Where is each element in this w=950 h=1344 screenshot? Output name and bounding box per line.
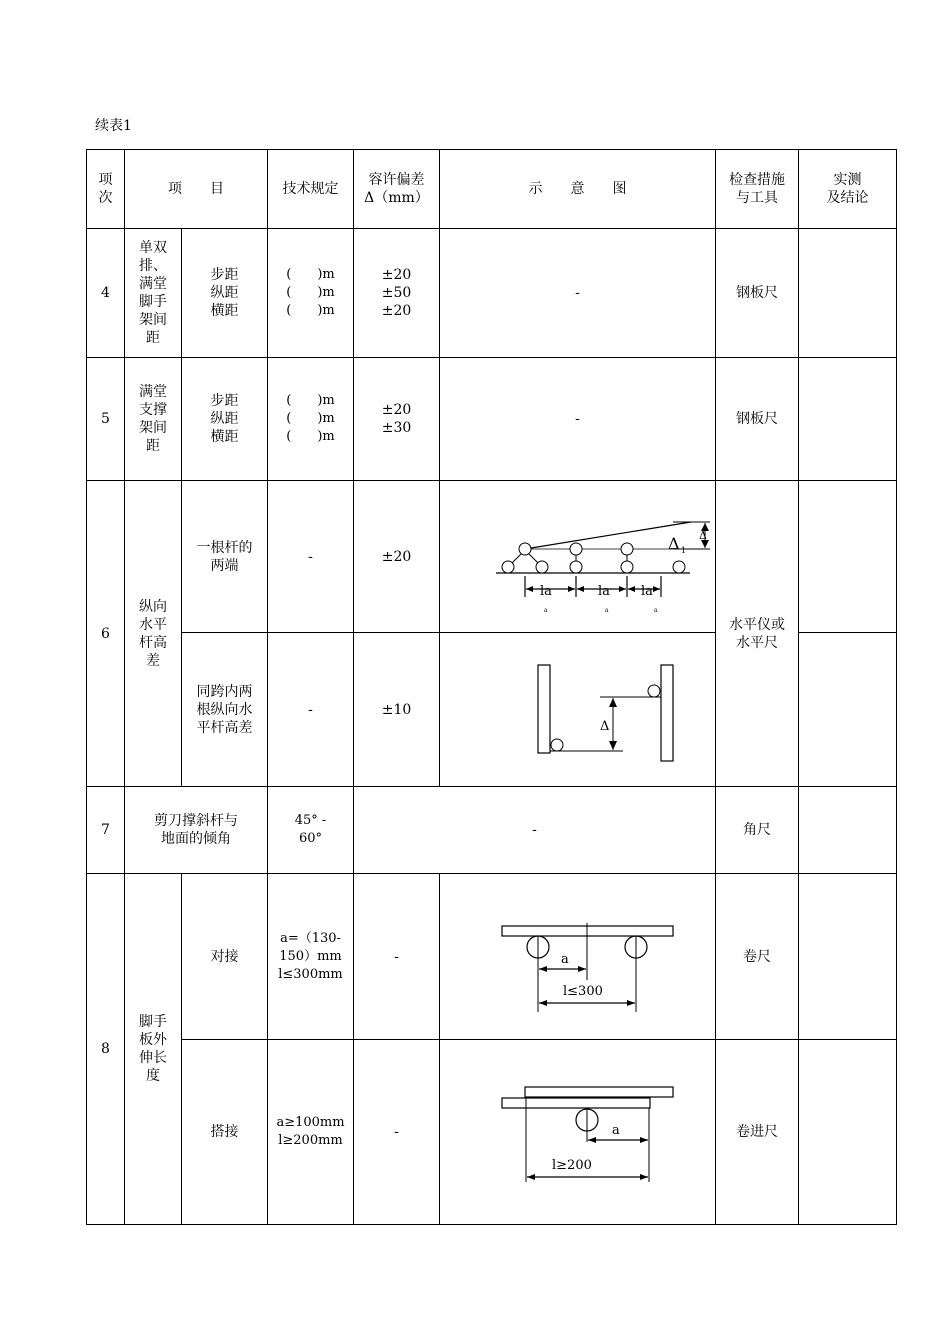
header-row <box>87 150 897 229</box>
row-item: 单双 排、 满堂 脚手 架间 距 <box>125 229 182 358</box>
delta-subscript: 1 <box>681 545 687 555</box>
row-result <box>799 358 897 481</box>
table-row <box>87 874 897 1040</box>
delta-label: Δ <box>668 533 680 553</box>
butt-joint-board-diagram <box>442 877 742 1037</box>
row-diagram <box>440 1040 716 1225</box>
spacing-subscript: a <box>605 606 609 614</box>
row-result <box>799 874 897 1040</box>
header-diagram: 示 意 图 <box>440 150 716 229</box>
row-sub-item: 步距 纵距 横距 <box>182 358 268 481</box>
spacing-subscript: a <box>654 606 658 614</box>
row-sub-item: 同跨内两 根纵向水 平杆高差 <box>182 633 268 787</box>
inspection-table <box>86 149 897 1225</box>
delta-mark-label: Δ <box>699 528 707 542</box>
header-tolerance: 容许偏差 Δ（mm） <box>354 150 440 229</box>
row-index: 5 <box>87 358 125 481</box>
spacing-subscript: a <box>544 606 548 614</box>
row-item: 满堂 支撑 架间 距 <box>125 358 182 481</box>
same-span-bar-difference-diagram <box>468 635 687 785</box>
row-index: 4 <box>87 229 125 358</box>
row-tolerance: ±20 ±30 <box>354 358 440 481</box>
row-spec: ( )m ( )m ( )m <box>268 229 354 358</box>
row-result <box>799 481 897 633</box>
row-spec: 45° - 60° <box>268 787 354 874</box>
row-diagram: - <box>440 358 716 481</box>
row-sub-item: 对接 <box>182 874 268 1040</box>
row-tools: 卷进尺 <box>716 1040 799 1225</box>
row-tools: 钢板尺 <box>716 229 799 358</box>
header-tools: 检查措施 与工具 <box>716 150 799 229</box>
row-diagram: - <box>354 787 716 874</box>
row-tools: 角尺 <box>716 787 799 874</box>
row-diagram <box>440 633 716 787</box>
row-sub-item: 搭接 <box>182 1040 268 1225</box>
length-label: l≥200 <box>552 1158 592 1173</box>
row-tools: 卷尺 <box>716 874 799 1040</box>
longitudinal-bar-end-difference-diagram <box>468 492 707 622</box>
row-diagram: - <box>440 229 716 358</box>
row-spec: ( )m ( )m ( )m <box>268 358 354 481</box>
delta-label: Δ <box>600 718 610 734</box>
spacing-label: la <box>641 583 653 599</box>
row-tolerance: - <box>354 1040 440 1225</box>
lap-joint-board-diagram <box>442 1042 742 1222</box>
table-row <box>87 1040 897 1225</box>
row-tolerance: ±20 ±50 ±20 <box>354 229 440 358</box>
row-spec: - <box>268 633 354 787</box>
length-label: l≤300 <box>563 983 603 999</box>
row-index: 8 <box>87 874 125 1225</box>
row-result <box>799 1040 897 1225</box>
overhang-label: a <box>612 1123 620 1138</box>
spacing-label: la <box>598 583 610 599</box>
row-diagram <box>440 874 716 1040</box>
header-index: 项 次 <box>87 150 125 229</box>
header-item: 项 目 <box>125 150 268 229</box>
header-result: 实测 及结论 <box>799 150 897 229</box>
row-sub-item: 步距 纵距 横距 <box>182 229 268 358</box>
row-item: 脚手 板外 伸长 度 <box>125 874 182 1225</box>
spacing-label: la <box>540 583 552 599</box>
header-spec: 技术规定 <box>268 150 354 229</box>
row-result <box>799 633 897 787</box>
table-row <box>87 481 897 633</box>
row-index: 7 <box>87 787 125 874</box>
row-sub-item: 一根杆的 两端 <box>182 481 268 633</box>
row-item: 纵向 水平 杆高 差 <box>125 481 182 787</box>
row-index: 6 <box>87 481 125 787</box>
table-row <box>87 229 897 358</box>
row-item: 剪刀撑斜杆与 地面的倾角 <box>125 787 268 874</box>
row-tolerance: ±10 <box>354 633 440 787</box>
table-caption: 续表1 <box>95 118 132 134</box>
row-tools: 钢板尺 <box>716 358 799 481</box>
row-diagram <box>440 481 716 633</box>
row-spec: - <box>268 481 354 633</box>
row-spec: a=（130- 150）mm l≤300mm <box>268 874 354 1040</box>
row-spec: a≥100mm l≥200mm <box>268 1040 354 1225</box>
row-tolerance: - <box>354 874 440 1040</box>
row-tools: 水平仪或 水平尺 <box>716 481 799 787</box>
row-result <box>799 229 897 358</box>
table-row <box>87 358 897 481</box>
table-row <box>87 787 897 874</box>
row-tolerance: ±20 <box>354 481 440 633</box>
overhang-label: a <box>561 951 569 967</box>
row-result <box>799 787 897 874</box>
